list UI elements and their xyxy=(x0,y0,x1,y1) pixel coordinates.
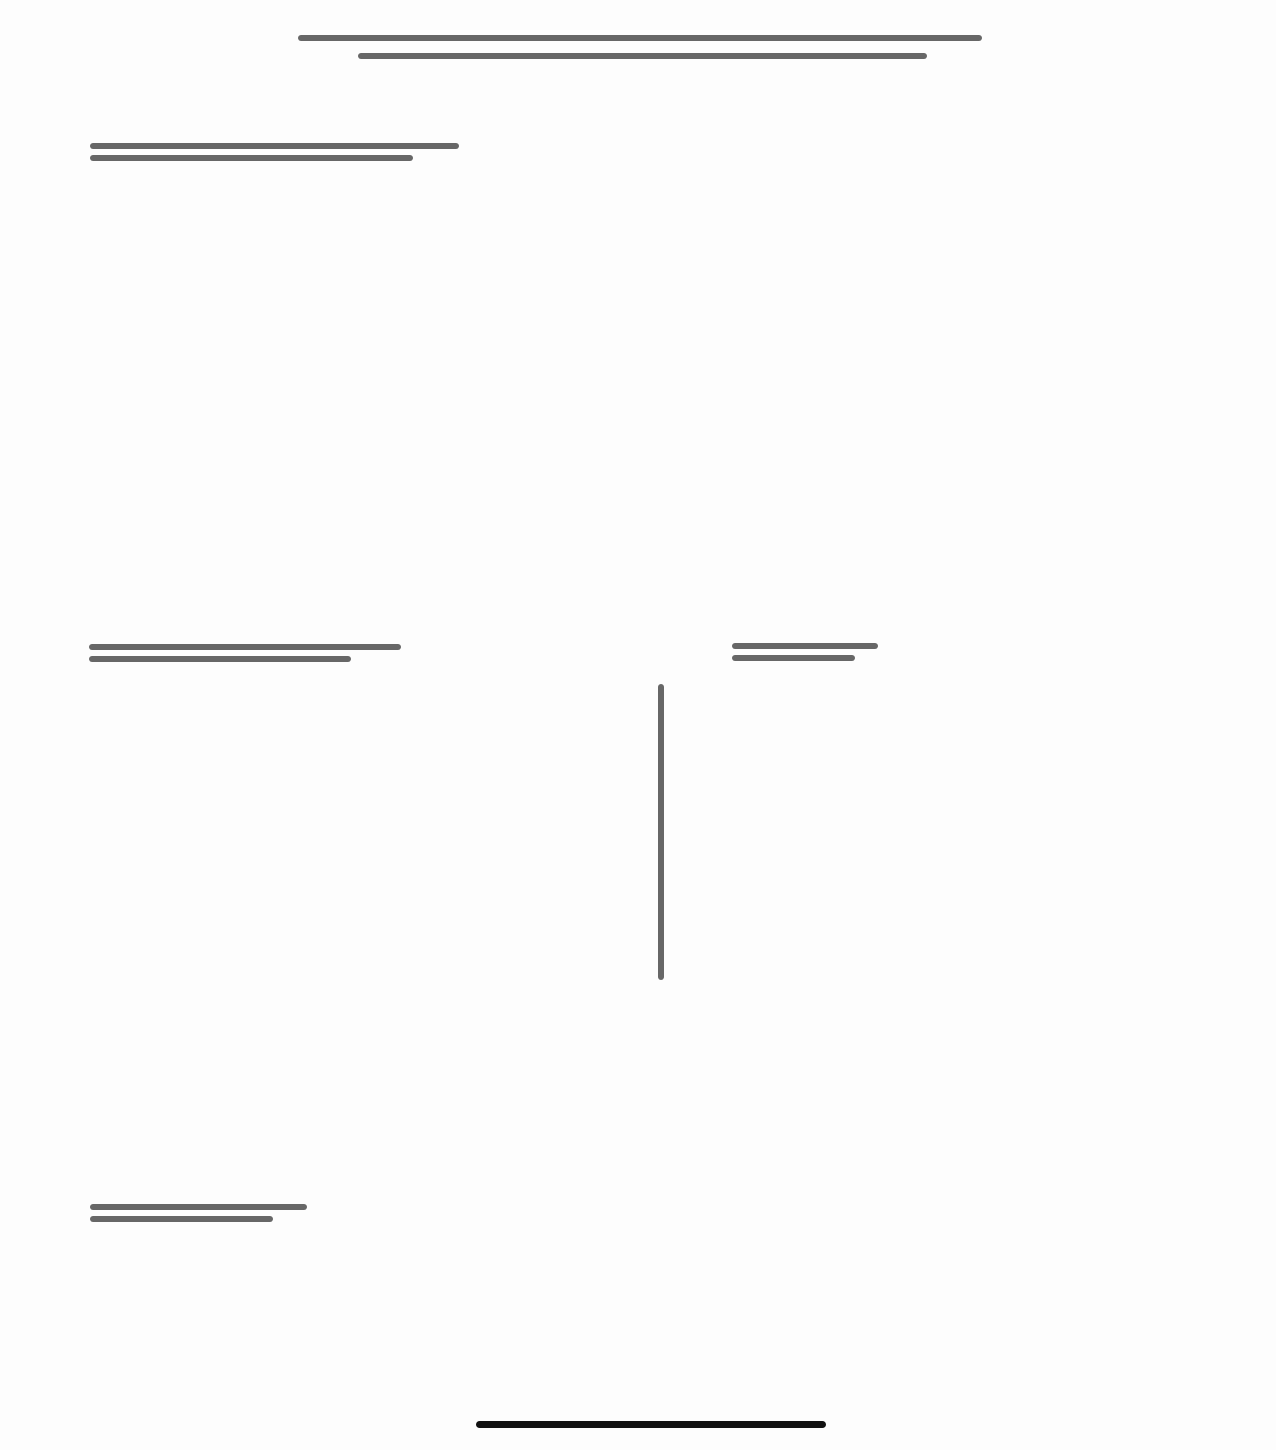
section-1-heading-placeholder xyxy=(90,143,459,149)
column-divider xyxy=(658,684,664,980)
header-subtitle-placeholder xyxy=(358,53,927,59)
section-4-heading-placeholder xyxy=(90,1204,307,1210)
section-3-heading-placeholder xyxy=(732,643,878,649)
section-2-subheading-placeholder xyxy=(89,656,351,662)
home-indicator[interactable] xyxy=(476,1421,826,1428)
section-2-heading-placeholder xyxy=(89,644,401,650)
header-title-placeholder xyxy=(298,35,982,41)
section-3-subheading-placeholder xyxy=(732,655,855,661)
section-4-subheading-placeholder xyxy=(90,1216,273,1222)
section-1-subheading-placeholder xyxy=(90,155,413,161)
